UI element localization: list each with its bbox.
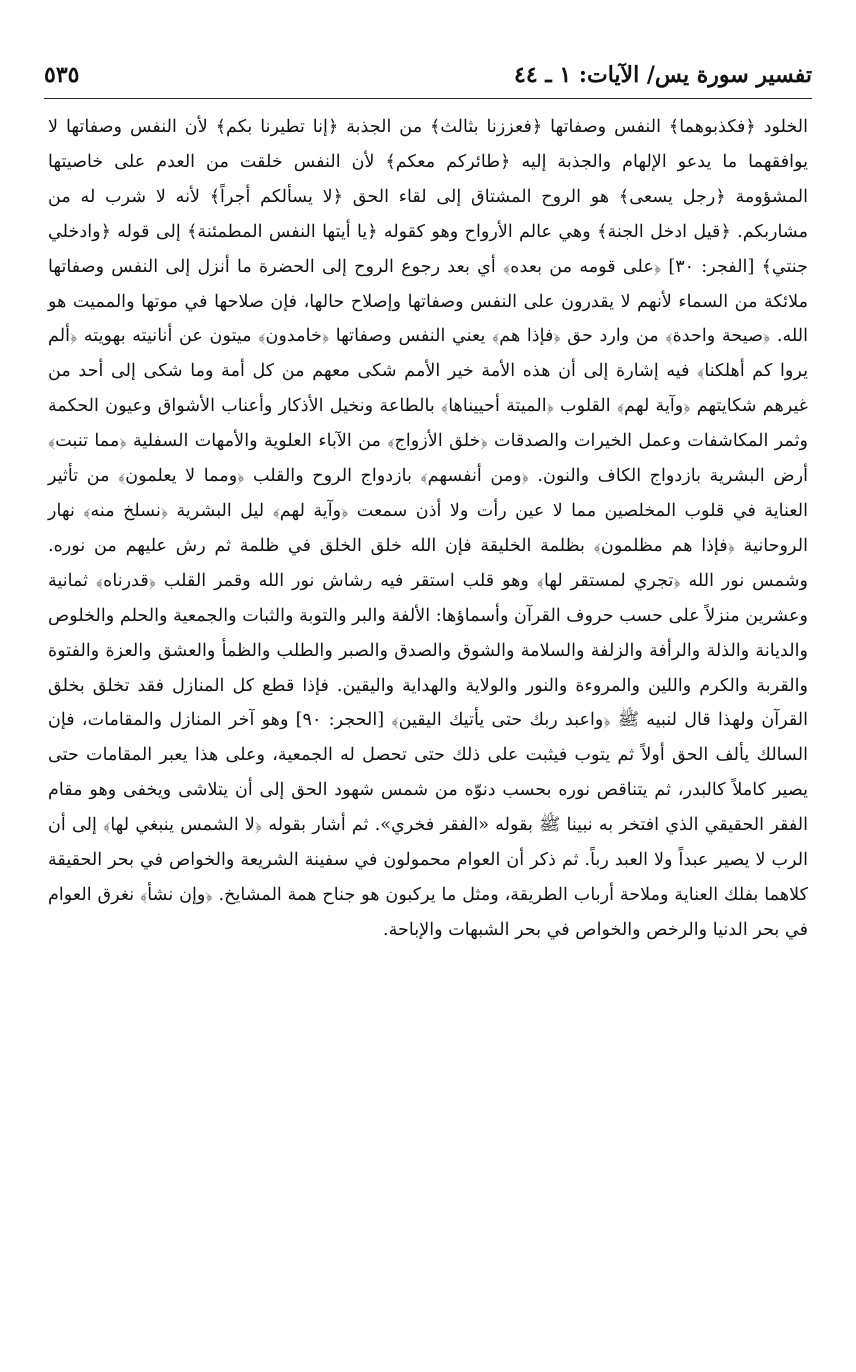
running-title: تفسير سورة يس/ الآيات: ١ ـ ٤٤ — [514, 62, 812, 88]
tafsir-body-text — [48, 110, 808, 948]
page-header — [44, 58, 812, 99]
body-paragraph: الخلود ﴿فكذبوهما﴾ النفس وصفاتها ﴿فعززنا بثالث﴾ من الجذبة ﴿إنا تطيرنا بكم﴾ لأن النفس وصفاتها لا يوافقهما ما يدعو الإلهام والجذبة إليه ﴿طائركم معكم﴾ لأن النفس خلقت من العدم على خاصيتها المشؤومة ﴿رجل يسعى﴾ هو الروح المشتاق إلى لقاء الحق ﴿لا يسألكم أجراً﴾ لأنه لا شرب له من مشاربكم. ﴿قيل ادخل الجنة﴾ وهي عالم الأرواح وهو كقوله ﴿يا أيتها النفس المطمئنة﴾ إلى قوله ﴿وادخلي جنتي﴾ [الفجر: ٣٠] ﴿على قومه من بعده﴾ أي بعد رجوع الروح إلى الحضرة ما أنزل إلى النفس وصفاتها ملائكة من السماء لأنهم لا يقدرون على النفس وصفاتها وإصلاح حالها، فإن صلاحها في موتها والمميت هو الله. ﴿صيحة واحدة﴾ من وارد حق ﴿فإذا هم﴾ يعني النفس وصفاتها ﴿خامدون﴾ ميتون عن أنانيته بهويته ﴿ألم يروا كم أهلكنا﴾ فيه إشارة إلى أن هذه الأمة خير الأمم شكى معهم من كل أمة وما شكى إلى أحد من غيرهم شكايتهم ﴿وآية لهم﴾ القلوب ﴿الميتة أحييناها﴾ بالطاعة ونخيل الأذكار وأعناب الأشواق وعيون الحكمة وثمر المكاشفات وعمل الخيرات والصدقات ﴿خلق الأزواج﴾ من الآباء العلوية والأمهات السفلية ﴿مما تنبت﴾ أرض البشرية بازدواج الكاف والنون. ﴿ومن أنفسهم﴾ بازدواج الروح والقلب ﴿ومما لا يعلمون﴾ من تأثير العناية في قلوب المخلصين مما لا عين رأت ولا أذن سمعت ﴿وآية لهم﴾ ليل البشرية ﴿نسلخ منه﴾ نهار الروحانية ﴿فإذا هم مظلمون﴾ بظلمة الخليقة فإن الله خلق الخلق في ظلمة ثم رش عليهم من نوره. وشمس نور الله ﴿تجري لمستقر لها﴾ وهو قلب استقر فيه رشاش نور الله وقمر القلب ﴿قدرناه﴾ ثمانية وعشرين منزلاً على حسب حروف القرآن وأسماؤها: الألفة والبر والتوبة والثبات والجمعية والحلم والخلوص والديانة والذلة والرأفة والزلفة والسلامة والشوق والصدق والصبر والطلب والظمأ والعشق والعزة والفتوة والقربة والكرم واللين والمروءة والنور والولاية والهداية واليقين. فإذا قطع كل المنازل فقد تخلق بخلق القرآن ولهذا قال لنبيه ﷺ ﴿واعبد ربك حتى يأتيك اليقين﴾ [الحجر: ٩٠] وهو آخر المنازل والمقامات، فإن السالك يألف الحق أولاً ثم يتوب فيثبت على ذلك حتى تحصل له الجمعية، وعلى هذا يعبر المقامات حتى يصير كاملاً كالبدر، ثم يتناقص نوره بحسب دنوّه من شمس شهود الحق إلى أن يتلاشى ويخفى وهو مقام الفقر الحقيقي الذي افتخر به نبينا ﷺ بقوله «الفقر فخري». ثم أشار بقوله ﴿لا الشمس ينبغي لها﴾ إلى أن الرب لا يصير عبداً ولا العبد رباً. ثم ذكر أن العوام محمولون في سفينة الشريعة والخواص في بحر الحقيقة كلاهما بفلك العناية وملاحة أرباب الطريقة، ومثل ما يركبون هو جناح همة المشايخ. ﴿وإن نشأ﴾ نغرق العوام في بحر الدنيا والرخص والخواص في بحر الشبهات والإباحة. — [48, 117, 808, 940]
page-number: ٥٣٥ — [44, 62, 80, 88]
